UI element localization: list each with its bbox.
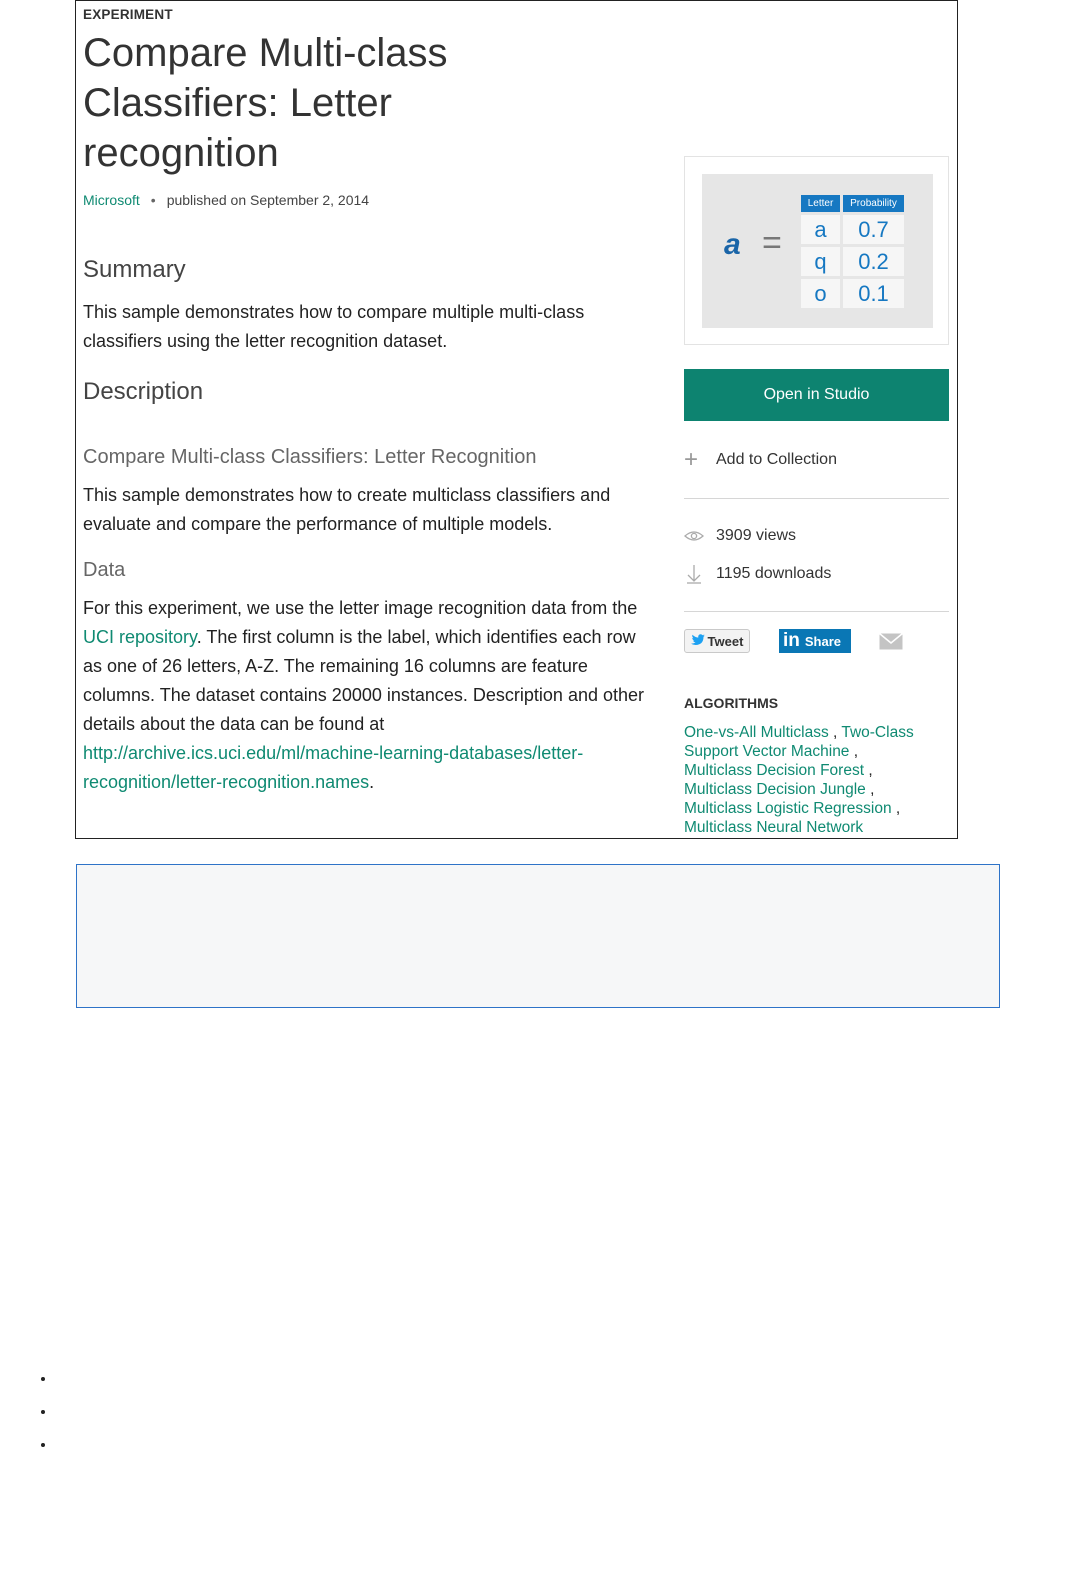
col-letter: Letter — [801, 195, 840, 212]
views-count: 3909 views — [716, 527, 797, 544]
description-subheading: Compare Multi-class Classifiers: Letter Recognition — [83, 446, 537, 468]
plus-icon: + — [684, 446, 699, 473]
data-text-before-link: For this experiment, we use the letter image recognition data from the — [83, 598, 638, 618]
title-line-1: Compare Multi-class — [83, 31, 448, 75]
description-heading: Description — [83, 378, 204, 405]
byline — [83, 192, 655, 208]
eye-icon — [684, 529, 716, 543]
algorithm-separator: , — [891, 800, 901, 817]
row-letter: a — [801, 215, 840, 244]
views-stat — [684, 527, 796, 545]
algorithm-separator: , — [828, 724, 842, 741]
row-probability: 0.1 — [843, 279, 904, 308]
algorithm-link[interactable]: Multiclass Decision Forest — [684, 762, 865, 779]
title-line-3: recognition — [83, 131, 279, 175]
envelope-icon[interactable] — [879, 633, 903, 650]
dataset-url-line-1: http://archive.ics.uci.edu/ml/machine-learning-databases/letter- — [83, 743, 584, 763]
algorithm-link[interactable]: One-vs-All Multiclass — [684, 724, 829, 741]
title-line-2: Classifiers: Letter — [83, 81, 392, 125]
table-row — [801, 279, 904, 308]
twitter-bird-icon — [691, 634, 705, 649]
linkedin-icon: in — [783, 630, 800, 651]
algorithm-separator: , — [849, 743, 859, 760]
tweet-button[interactable] — [684, 629, 750, 653]
divider — [684, 611, 949, 612]
add-to-collection-link[interactable] — [684, 446, 837, 473]
algorithm-link[interactable]: Multiclass Neural Network — [684, 819, 864, 836]
divider — [684, 498, 949, 499]
row-letter: q — [801, 247, 840, 276]
empty-code-block — [76, 864, 1000, 1008]
add-to-collection-label: Add to Collection — [716, 451, 837, 468]
thumbnail-frame — [684, 156, 949, 345]
algorithm-link[interactable]: Two-Class Support Vector Machine — [684, 724, 914, 760]
algorithm-link[interactable]: Multiclass Logistic Regression — [684, 800, 892, 817]
dataset-url-link[interactable] — [83, 743, 583, 792]
col-probability: Probability — [843, 195, 904, 212]
uci-repository-link[interactable]: UCI repository — [83, 627, 197, 647]
data-heading: Data — [83, 559, 126, 581]
algorithms-heading: ALGORITHMS — [684, 695, 779, 711]
probability-table — [798, 192, 907, 311]
row-probability: 0.7 — [843, 215, 904, 244]
tweet-label: Tweet — [707, 633, 744, 649]
summary-text: This sample demonstrates how to compare multiple multi-class classifiers using the letter recognition dataset. — [83, 302, 585, 351]
data-text-after-link: . The first column is the label, which identifies each row as one of 26 letters, A-Z. The remaining 16 columns are feature columns. The dataset contains 20000 instances. Description and other details about the data can be found at — [83, 627, 645, 734]
open-in-studio-button[interactable]: Open in Studio — [684, 369, 949, 421]
algorithm-separator: , — [864, 762, 873, 779]
download-icon — [684, 564, 716, 584]
downloads-stat — [684, 564, 831, 584]
experiment-screenshot — [75, 0, 958, 839]
description-text: This sample demonstrates how to create multiclass classifiers and evaluate and compare the performance of multiple models. — [83, 485, 611, 534]
linkedin-share-button[interactable] — [779, 629, 851, 653]
dataset-url-line-2: recognition/letter-recognition.names — [83, 772, 370, 792]
handwritten-letter: a — [724, 228, 741, 261]
data-text-period: . — [369, 772, 375, 792]
page-title — [83, 28, 655, 178]
row-letter: o — [801, 279, 840, 308]
downloads-count: 1195 downloads — [716, 565, 832, 582]
experiment-main — [83, 1, 655, 797]
algorithm-link[interactable]: Multiclass Decision Jungle — [684, 781, 866, 798]
table-row — [801, 215, 904, 244]
bullet-list — [18, 1370, 56, 1469]
algorithms-list — [684, 723, 949, 837]
separator-dot: • — [150, 192, 156, 208]
equals-sign: = — [762, 224, 782, 262]
summary-heading: Summary — [83, 256, 186, 283]
experiment-label: EXPERIMENT — [83, 7, 173, 22]
thumbnail-image — [702, 174, 933, 328]
algorithm-separator: , — [865, 781, 875, 798]
table-row — [801, 247, 904, 276]
row-probability: 0.2 — [843, 247, 904, 276]
author-link[interactable]: Microsoft — [83, 192, 140, 208]
published-date: published on September 2, 2014 — [166, 192, 370, 208]
data-text — [83, 594, 655, 797]
share-bar — [684, 629, 903, 653]
linkedin-share-label: Share — [804, 633, 842, 649]
